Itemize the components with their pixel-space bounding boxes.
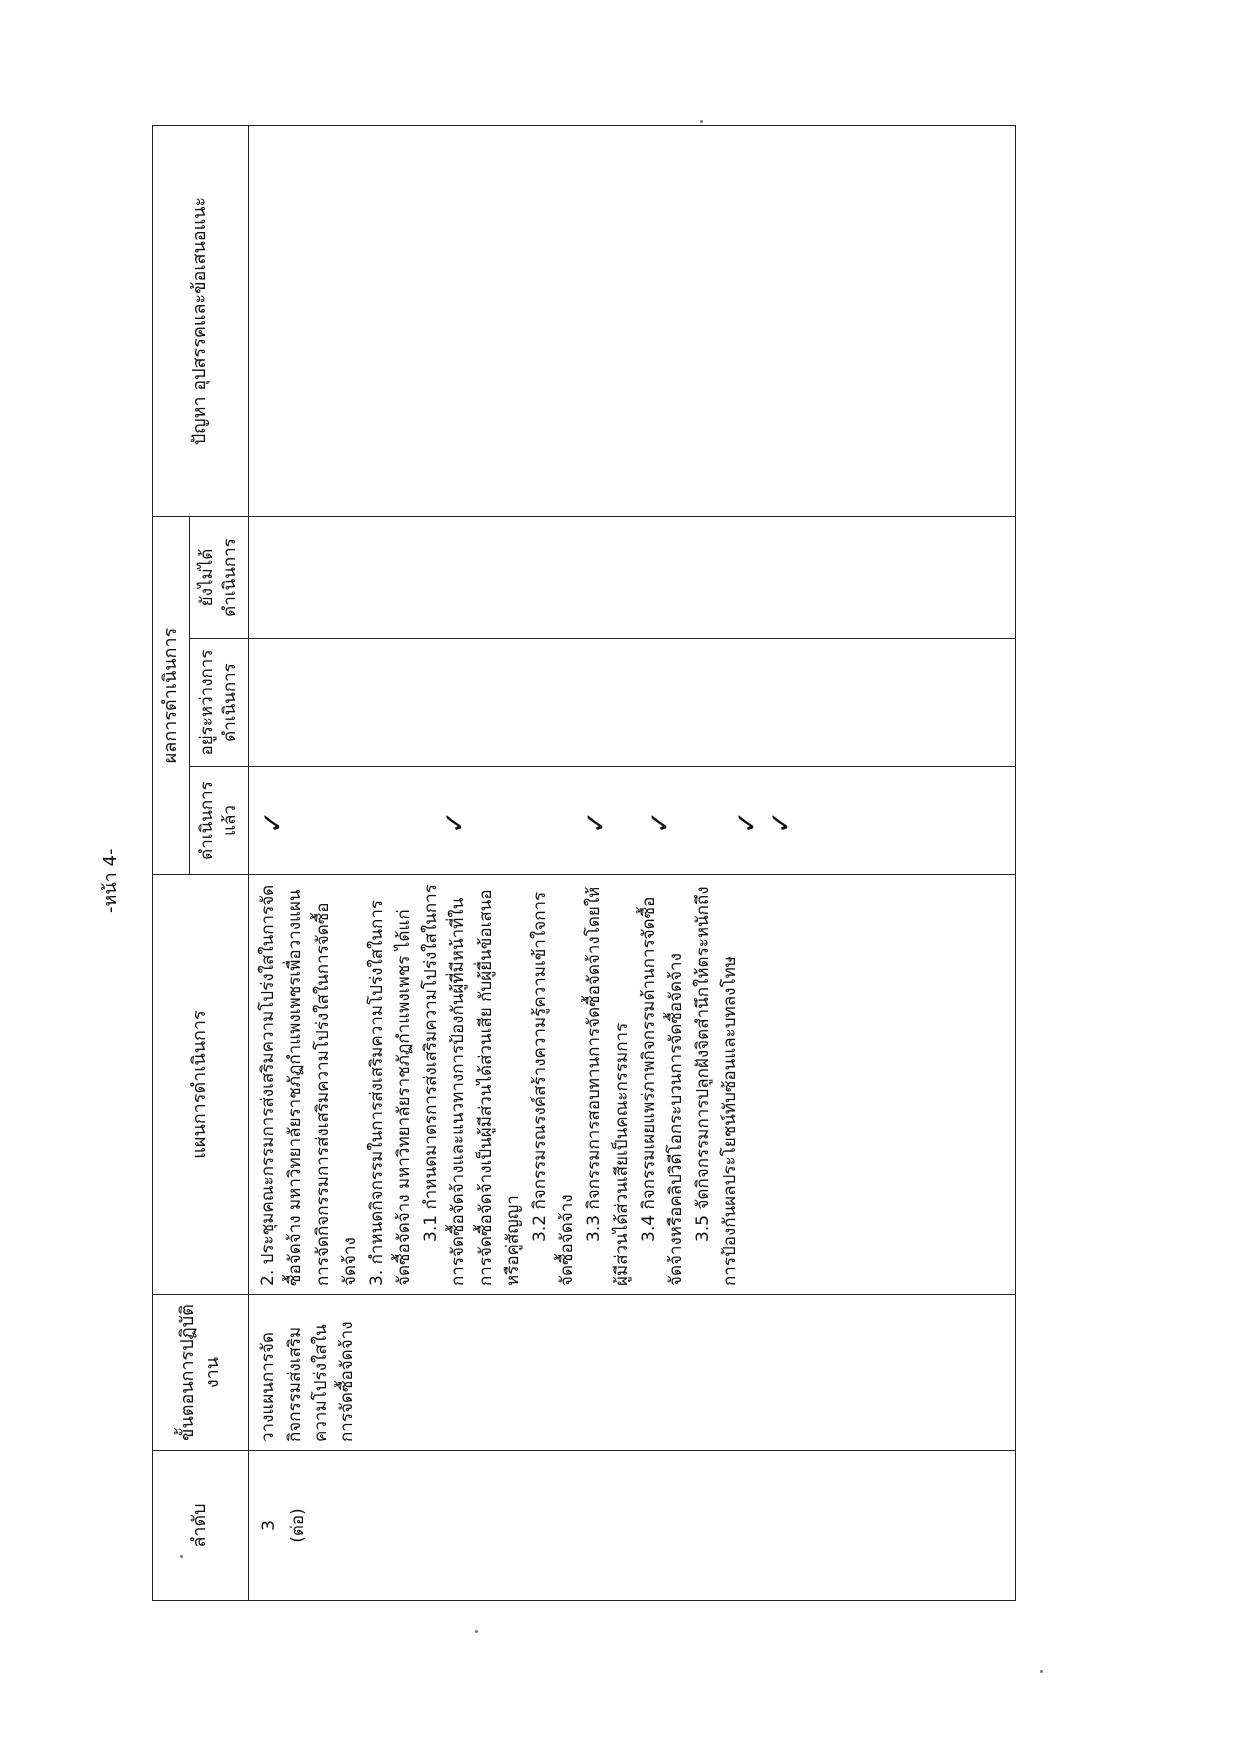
- cell-notyet: [249, 517, 1016, 639]
- header-result: ผลการดำเนินการ: [153, 517, 190, 875]
- header-problems: ปัญหา อุปสรรคและข้อเสนอแนะ: [153, 126, 249, 517]
- plan-item: 3. กำหนดกิจกรรมในการส่งเสริมความโปร่งใสในการจัดซื้อจัดจ้าง มหาวิทยาลัยราชภัฏกำแพงเพชร ได้แก่: [366, 899, 415, 1286]
- scan-speck: [475, 1630, 478, 1633]
- plan-item: 3.2 กิจกรรมรณรงค์สร้างความรู้ความเข้าใจการจัดซื้อจัดจ้าง: [530, 891, 578, 1286]
- check-icon: ✓: [256, 810, 290, 834]
- check-icon: ✓: [438, 810, 472, 834]
- header-notyet: ยังไม่ได้ดำเนินการ: [190, 517, 249, 639]
- scan-speck: [180, 1555, 183, 1558]
- cell-done: [249, 767, 1016, 875]
- step-text: วางแผนการจัดกิจกรรมส่งเสริมความโปร่งใสในการจัดซื้อจัดจ้าง: [258, 1321, 358, 1442]
- header-step: ขั้นตอนการปฏิบัติงาน: [153, 1295, 249, 1451]
- header-doing: อยู่ระหว่างการดำเนินการ: [190, 639, 249, 767]
- scan-speck: [1040, 1670, 1043, 1673]
- plan-item: 2. ประชุมคณะกรรมการส่งเสริมความโปร่งใสในการจัดซื้อจัดจ้าง มหาวิทยาลัยราชภัฏกำแพงเพชรเพื่อวางแผนการจัดกิจกรรมการส่งเสริมความโปร่งใสในการจัดซื้อจัดจ้าง: [258, 884, 360, 1286]
- plan-item: 3.5 จัดกิจกรรมการปลูกฝังจิตสำนึกให้ตระหนักถึงการป้องกันผลประโยชน์ทับซ้อนและบทลงโทษ: [693, 886, 741, 1286]
- check-icon: ✓: [764, 810, 798, 834]
- plan-item: 3.1 กำหนดมาตรการส่งเสริมความโปร่งใสในการ การจัดซื้อจัดจ้างและแนวทางการป้องกันผู้ที่มีหน้าที่ในการจัดซื้อจัดจ้างเป็นผู้มีส่วนได้ส่วนเสีย กับผู้ยื่นข้อเสนอหรือคู่สัญญา: [421, 884, 523, 1286]
- cell-plan: [249, 875, 1016, 1295]
- header-plan: แผนการดำเนินการ: [153, 875, 249, 1295]
- header-done: ดำเนินการแล้ว: [190, 767, 249, 875]
- table-row: [249, 126, 1016, 1601]
- check-icon: ✓: [579, 810, 613, 834]
- rotated-table-area: [152, 126, 1016, 1601]
- cell-no: [249, 1451, 1016, 1601]
- header-no: ลำดับ: [153, 1451, 249, 1601]
- plan-item: 3.3 กิจกรรมการสอบทานการจัดซื้อจัดจ้างโดยให้ผู้มีส่วนได้ส่วนเสียเป็นคณะกรรมการ: [584, 886, 632, 1286]
- scan-speck: [700, 120, 703, 123]
- row-number: 3: [259, 1520, 280, 1531]
- cell-doing: [249, 639, 1016, 767]
- plan-item: 3.4 กิจกรรมเผยแพร่ภาพกิจกรรมด้านการจัดซื้อจัดจ้างหรือคลิปวิดีโอกระบวนการจัดซื้อจัดจ้าง: [638, 896, 686, 1286]
- page-number: -หน้า 4-: [100, 848, 121, 913]
- operation-plan-table: [152, 125, 1016, 1601]
- cell-step: [249, 1295, 1016, 1451]
- check-icon: ✓: [730, 810, 764, 834]
- check-icon: ✓: [643, 810, 677, 834]
- row-continued: (ต่อ): [288, 1508, 309, 1543]
- cell-problems: [249, 126, 1016, 517]
- header-row-1: [153, 126, 190, 1601]
